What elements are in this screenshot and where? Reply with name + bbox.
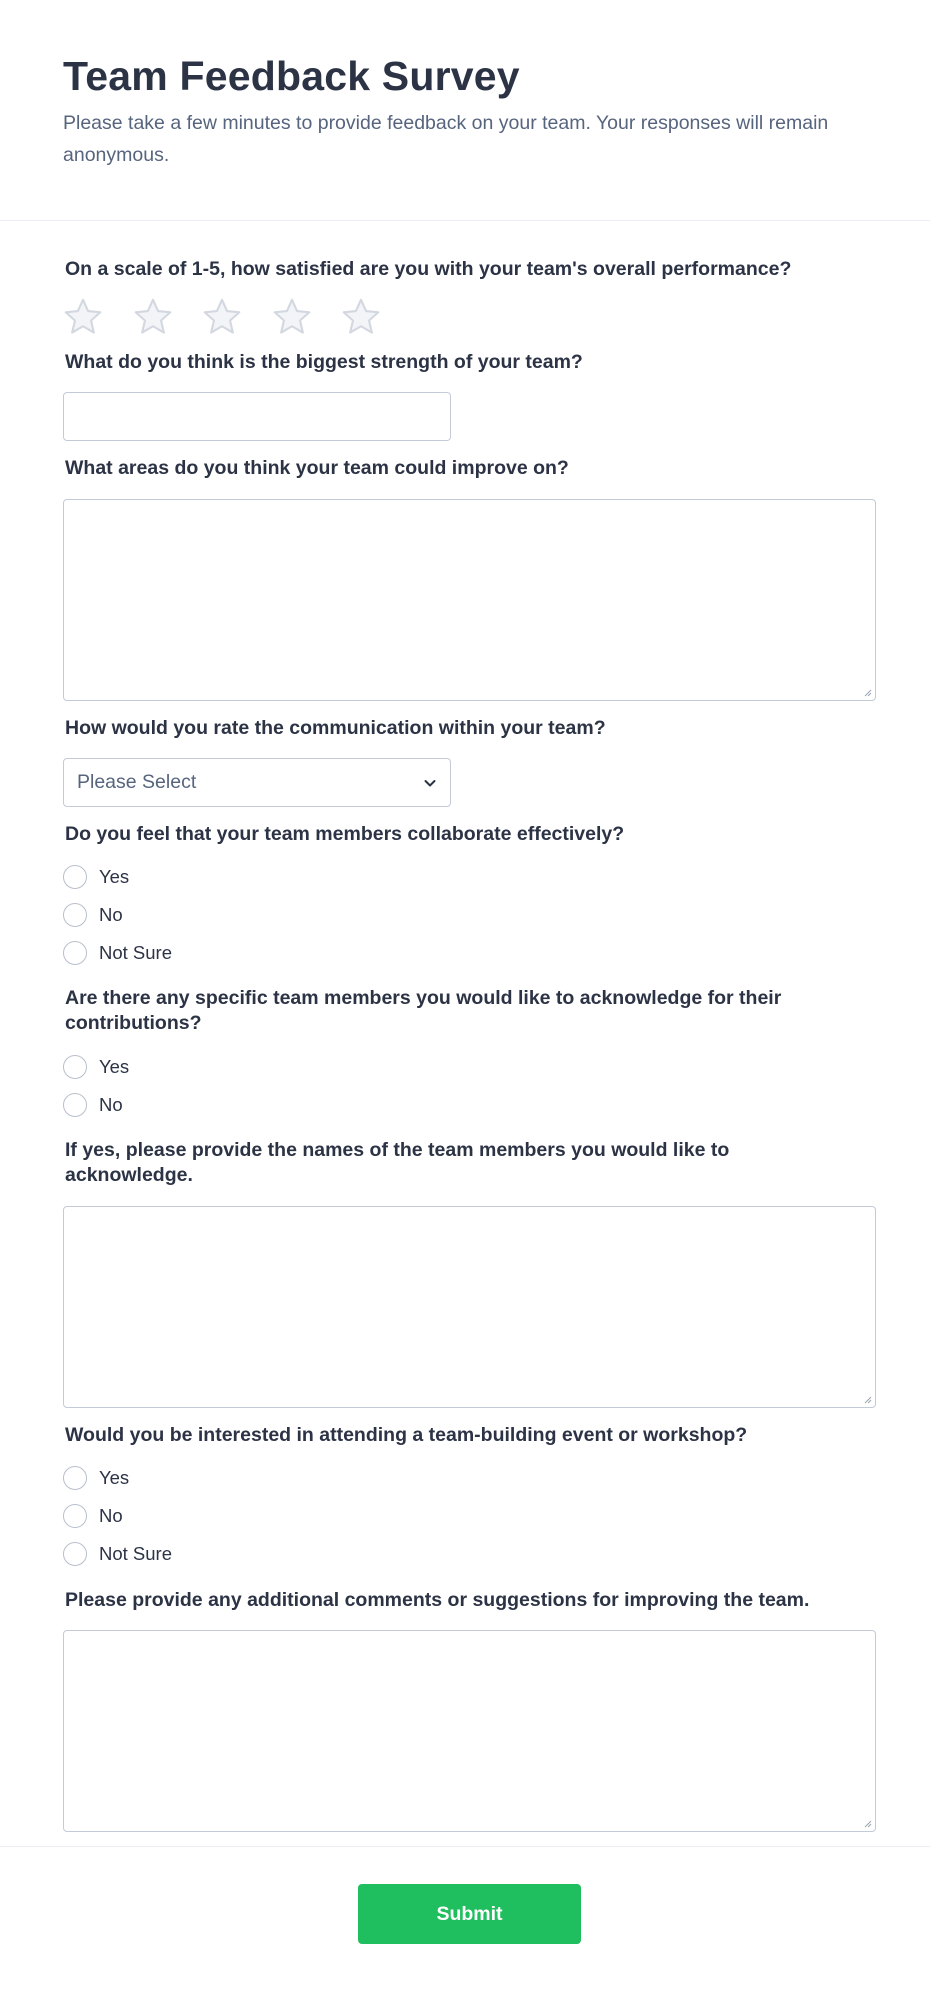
- comments-textarea[interactable]: [63, 1630, 876, 1832]
- collaborate-option-not-sure[interactable]: [63, 940, 172, 966]
- star-icon-4[interactable]: [271, 296, 313, 338]
- collaborate-option-yes[interactable]: [63, 864, 129, 890]
- radio-label: Yes: [99, 1467, 130, 1488]
- collaborate-option-no[interactable]: [63, 902, 123, 928]
- page-subtitle: Please take a few minutes to provide feedback on your team. Your responses will remain anonymous.: [63, 112, 829, 166]
- resize-handle-icon[interactable]: [862, 1818, 872, 1828]
- question-comments-label: Please provide any additional comments or suggestions for improving the team.: [65, 1589, 810, 1611]
- star-icon-5[interactable]: [340, 296, 382, 338]
- question-collaborate-label: Do you feel that your team members collaborate effectively?: [65, 823, 625, 845]
- radio-label: No: [99, 1094, 123, 1115]
- question-rating-label: On a scale of 1-5, how satisfied are you with your team's overall performance?: [65, 258, 792, 280]
- radio-label: Yes: [99, 866, 130, 887]
- chevron-down-icon: [422, 775, 438, 791]
- radio-button[interactable]: [63, 1055, 87, 1079]
- radio-button[interactable]: [63, 1504, 87, 1528]
- radio-label: Not Sure: [99, 942, 173, 963]
- form-footer: [0, 1846, 930, 1994]
- communication-select[interactable]: [63, 758, 451, 807]
- improve-textarea[interactable]: [63, 499, 876, 701]
- radio-label: No: [99, 1505, 123, 1526]
- question-strength-label: What do you think is the biggest strength of your team?: [65, 351, 583, 373]
- acknowledge-option-no[interactable]: [63, 1092, 123, 1118]
- radio-label: Not Sure: [99, 1543, 173, 1564]
- names-textarea[interactable]: [63, 1206, 876, 1408]
- question-improve-label: What areas do you think your team could improve on?: [65, 457, 569, 479]
- radio-button[interactable]: [63, 903, 87, 927]
- select-value: Please Select: [77, 771, 197, 793]
- radio-button[interactable]: [63, 941, 87, 965]
- question-event-label: Would you be interested in attending a team-building event or workshop?: [65, 1424, 748, 1446]
- question-communication-label: How would you rate the communication within your team?: [65, 717, 606, 739]
- strength-input[interactable]: [63, 392, 451, 441]
- radio-label: No: [99, 904, 123, 925]
- event-option-not-sure[interactable]: [63, 1541, 172, 1567]
- question-acknowledge-label: Are there any specific team members you would like to acknowledge for their contributions?: [65, 987, 782, 1034]
- page-title: Team Feedback Survey: [63, 53, 520, 99]
- star-rating: [62, 296, 410, 338]
- acknowledge-option-yes[interactable]: [63, 1054, 129, 1080]
- question-names-label: If yes, please provide the names of the team members you would like to acknowledge.: [65, 1139, 730, 1186]
- star-icon-1[interactable]: [62, 296, 104, 338]
- submit-button[interactable]: Submit: [358, 1884, 581, 1944]
- event-option-no[interactable]: [63, 1503, 123, 1529]
- star-icon-2[interactable]: [132, 296, 174, 338]
- radio-button[interactable]: [63, 1542, 87, 1566]
- radio-button[interactable]: [63, 1093, 87, 1117]
- radio-button[interactable]: [63, 1466, 87, 1490]
- event-option-yes[interactable]: [63, 1465, 129, 1491]
- form-header: [0, 0, 930, 221]
- radio-button[interactable]: [63, 865, 87, 889]
- radio-label: Yes: [99, 1056, 130, 1077]
- resize-handle-icon[interactable]: [862, 687, 872, 697]
- star-icon-3[interactable]: [201, 296, 243, 338]
- resize-handle-icon[interactable]: [862, 1394, 872, 1404]
